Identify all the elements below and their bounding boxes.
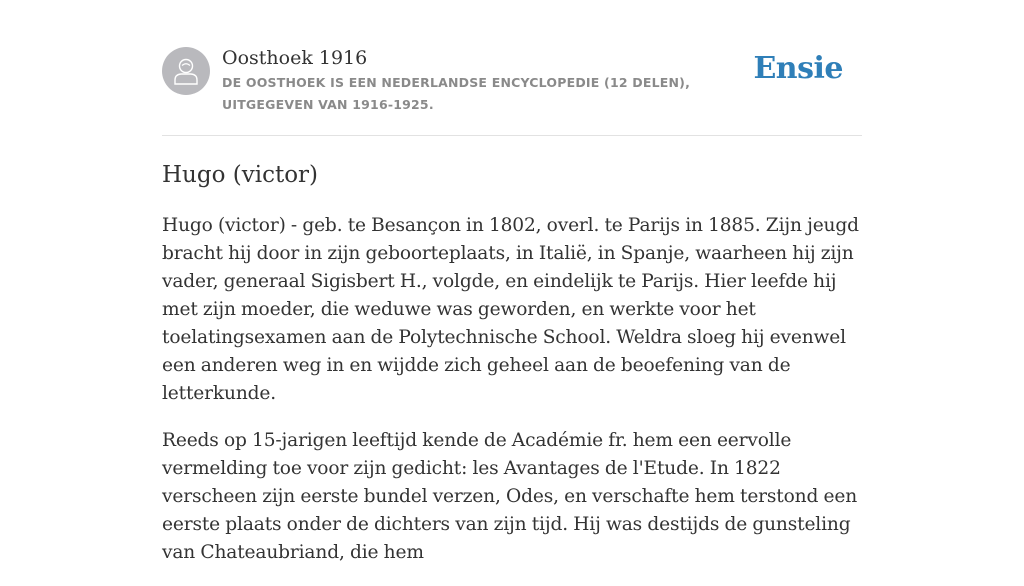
content-container <box>162 0 862 563</box>
source-name[interactable]: Oosthoek 1916 <box>222 47 368 69</box>
article-paragraph: Reeds op 15-jarigen leeftijd kende de Académie fr. hem een eervolle vermelding toe voor zijn gedicht: les Avantages de l'Etude. In 1822 verscheen zijn eerste bundel verzen, Odes, en verschafte hem terstond een eerste plaats onder de dichters van zijn tijd. Hij was destijds de gunsteling van Chateaubriand, die hem <box>162 430 858 563</box>
ensie-logo-link[interactable]: Ensie <box>753 51 843 86</box>
article-paragraph: Hugo (victor) - geb. te Besançon in 1802, overl. te Parijs in 1885. Zijn jeugd bracht hij door in zijn geboorteplaats, in Italië, in Spanje, waarheen hij zijn vader, generaal Sigisbert H., volgde, en eindelijk te Parijs. Hier leefde hij met zijn moeder, die weduwe was geworden, en werkte voor het toelatingsexamen aan de Polytechnische School. Weldra sloeg hij evenwel een anderen weg in en wijdde zich geheel aan de beoefening van de letterkunde. <box>162 215 859 404</box>
article-body <box>162 212 862 586</box>
user-avatar-icon <box>173 57 199 85</box>
source-avatar[interactable] <box>162 47 210 95</box>
source-description: DE OOSTHOEK IS EEN NEDERLANDSE ENCYCLOPEDIE (12 DELEN), UITGEGEVEN VAN 1916-1925. <box>222 75 691 112</box>
source-header <box>162 0 862 136</box>
article-title: Hugo (victor) <box>162 162 319 188</box>
source-info <box>222 45 762 116</box>
